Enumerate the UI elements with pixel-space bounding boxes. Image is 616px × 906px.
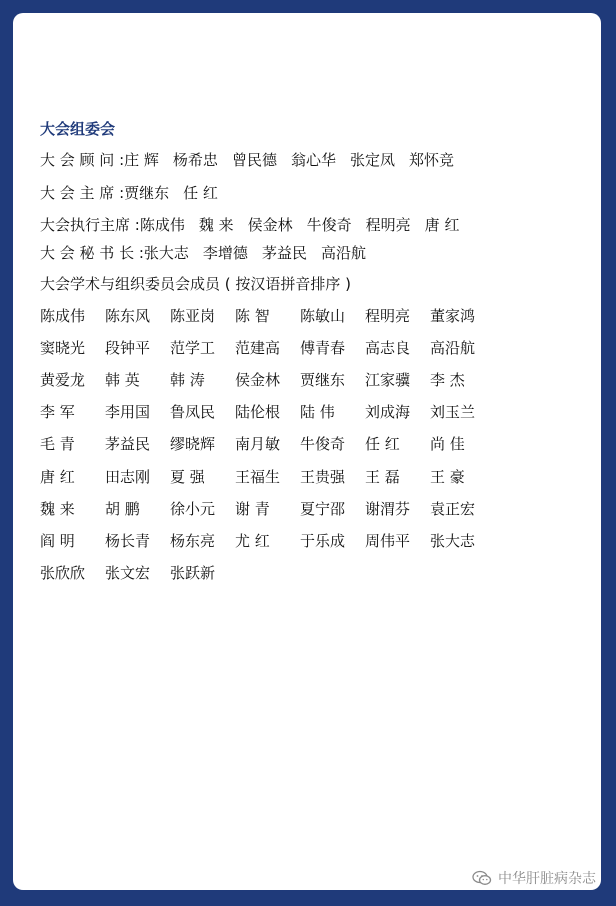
wechat-icon [472,870,492,886]
member-name: 陆 伟 [300,403,335,421]
member-name: 江家骥 [365,371,411,389]
advisor-name: 曾民德 [231,151,277,169]
member-name: 袁正宏 [430,500,476,518]
member-name: 黄爱龙 [40,371,86,389]
member-name: 贾继东 [300,371,346,389]
member-name: 谢 青 [235,500,270,518]
member-name: 范建高 [235,339,281,357]
member-name: 窦晓光 [40,339,86,357]
executive-chair-name: 程明亮 [365,216,411,234]
member-name: 陈敏山 [300,307,346,325]
member-name: 陈成伟 [40,307,86,325]
member-name: 高志良 [365,339,411,357]
member-name: 韩 涛 [170,371,205,389]
member-name: 杨长青 [105,532,151,550]
member-name: 胡 鹏 [105,500,140,518]
advisor-name: 翁心华 [290,151,336,169]
member-name: 毛 青 [40,435,75,453]
member-name: 张跃新 [170,564,216,582]
watermark-text: 中华肝脏病杂志 [498,871,596,887]
members-heading: 大会学术与组织委员会成员 ( 按汉语拼音排序 ) [40,275,352,293]
member-name: 周伟平 [365,532,411,550]
advisors-row [40,150,454,170]
secretary-name: 高沿航 [320,244,366,262]
member-name: 韩 英 [105,371,140,389]
member-name: 陈 智 [235,307,270,325]
member-name: 魏 来 [40,500,75,518]
member-name: 夏宁邵 [300,500,346,518]
member-name: 陈东风 [105,307,151,325]
member-name: 陈亚岗 [170,307,216,325]
executive-chair-name: 魏 来 [198,216,234,234]
member-name: 董家鸿 [430,307,476,325]
committee-title: 大会组委会 [40,120,116,138]
chair-label: 大 会 主 席 : [40,184,125,202]
secretary-name: 张大志 [143,244,189,262]
secretary-row [40,243,366,263]
chair-name: 任 红 [183,184,218,202]
member-name: 唐 红 [40,468,75,486]
secretary-name: 李增德 [202,244,248,262]
member-name: 张欣欣 [40,564,86,582]
executive-chair-name: 牛俊奇 [306,216,352,234]
member-name: 李 杰 [430,371,465,389]
member-name: 陆伦根 [235,403,281,421]
member-name: 夏 强 [170,468,205,486]
member-name: 傅青春 [300,339,346,357]
member-name: 南月敏 [235,435,281,453]
member-name: 阎 明 [40,532,75,550]
secretary-label: 大 会 秘 书 长 : [40,244,144,262]
member-name: 田志刚 [105,468,151,486]
member-name: 李用国 [105,403,151,421]
member-name: 王 磊 [365,468,400,486]
advisors-label: 大 会 顾 问 : [40,151,125,169]
member-name: 徐小元 [170,500,216,518]
executive-chair-label: 大会执行主席 : [40,216,140,234]
member-name: 任 红 [365,435,400,453]
member-name: 高沿航 [430,339,476,357]
member-name: 张大志 [430,532,476,550]
executive-chair-name: 侯金林 [247,216,293,234]
chair-row [40,183,218,203]
member-name: 于乐成 [300,532,346,550]
watermark [472,868,596,888]
member-name: 缪晓辉 [170,435,216,453]
member-name: 张文宏 [105,564,151,582]
advisor-name: 张定凤 [349,151,395,169]
member-name: 段钟平 [105,339,151,357]
secretary-name: 茅益民 [261,244,307,262]
chair-name: 贾继东 [124,184,170,202]
advisor-name: 杨希忠 [172,151,218,169]
member-name: 杨东亮 [170,532,216,550]
member-name: 程明亮 [365,307,411,325]
advisor-name: 庄 辉 [124,151,159,169]
member-name: 茅益民 [105,435,151,453]
member-name: 谢渭芬 [365,500,411,518]
member-name: 刘成海 [365,403,411,421]
member-name: 范学工 [170,339,216,357]
member-name: 王贵强 [300,468,346,486]
member-name: 刘玉兰 [430,403,476,421]
member-name: 鲁凤民 [170,403,216,421]
member-name: 王 豪 [430,468,465,486]
member-name: 尤 红 [235,532,270,550]
member-name: 李 军 [40,403,75,421]
executive-chair-row [40,215,459,235]
member-name: 侯金林 [235,371,281,389]
member-name: 尚 佳 [430,435,465,453]
member-name: 牛俊奇 [300,435,346,453]
executive-chair-name: 陈成伟 [139,216,185,234]
advisor-name: 郑怀竞 [408,151,454,169]
member-name: 王福生 [235,468,281,486]
executive-chair-name: 唐 红 [424,216,460,234]
